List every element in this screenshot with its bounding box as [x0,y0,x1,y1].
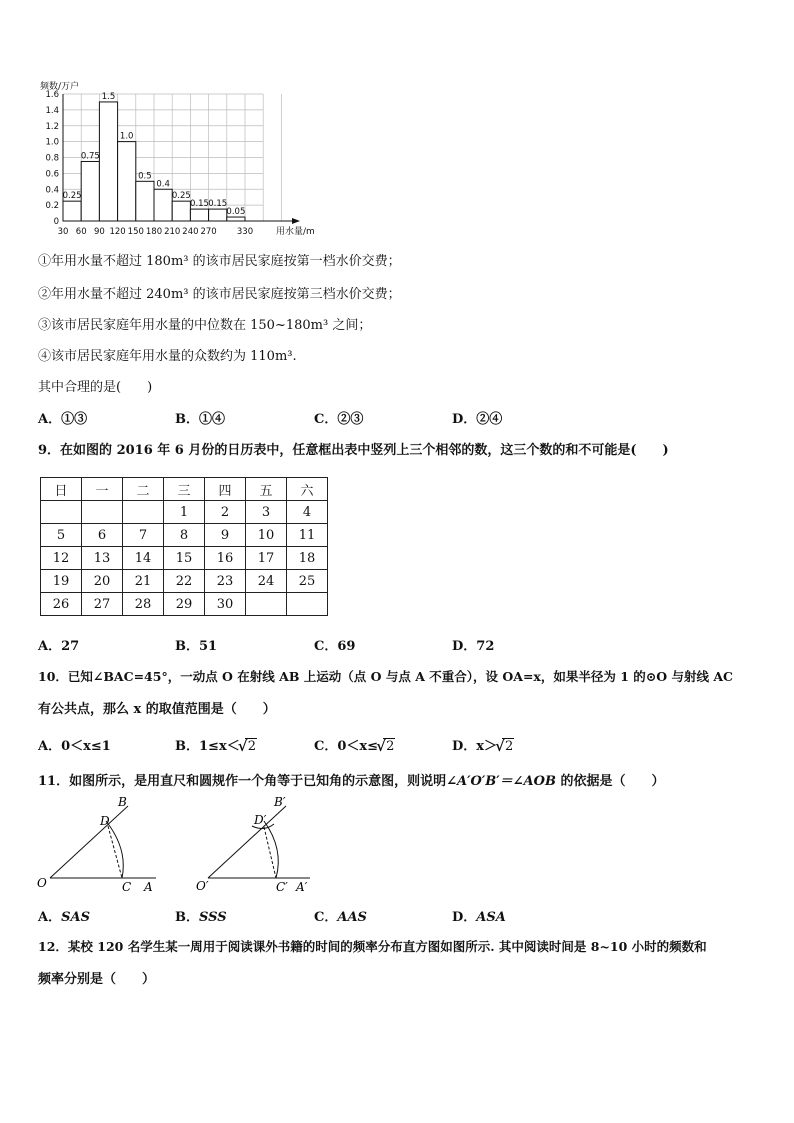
label-o: O [37,876,47,890]
calendar-row [41,501,328,524]
y-tick-label: 0.2 [45,201,59,212]
calendar-cell: 10 [246,524,287,547]
histogram-bar [190,209,208,221]
bar-value-label: 0.15 [190,199,209,210]
calendar-row [41,524,328,547]
histogram-bar [154,189,172,221]
calendar-header-cell: 二 [123,478,164,501]
x-tick-label: 210 [164,227,181,237]
y-tick-label: 1.6 [45,90,59,100]
bar-value-label: 0.4 [156,179,170,190]
label-c: C [122,880,132,894]
bar-value-label: 0.75 [80,151,100,162]
calendar-cell: 21 [123,570,164,593]
q9-option-c[interactable]: C．69 [314,639,356,654]
q8-option-d[interactable]: D．②④ [452,412,503,427]
calendar-cell: 5 [41,524,82,547]
histogram-bar [118,142,136,221]
label-o-prime: O′ [196,879,209,893]
histogram-bar [227,217,245,221]
histogram-bar [172,201,190,221]
q11-option-a[interactable]: A．SAS [38,910,90,925]
y-tick-label: 0.4 [45,185,59,196]
x-tick-label: 60 [75,227,87,237]
x-tick-label: 330 [236,227,254,237]
x-axis-label: 用水量/m [276,227,315,237]
calendar-header-cell: 四 [205,478,246,501]
ray-ob [50,806,128,878]
q9-stem: 9．在如图的 2016 年 6 月份的日历表中，任意框出表中竖列上三个相邻的数，这三个数的和不可能是( ) [38,443,669,458]
histogram-bar [81,161,99,221]
x-axis-arrow [292,218,300,224]
arc-cd [106,821,123,878]
y-tick-label: 0.6 [45,169,59,180]
ray-o2b2 [208,806,286,878]
calendar-cell: 22 [164,570,205,593]
q8-question: 其中合理的是( ) [38,380,153,395]
calendar-cell: 19 [41,570,82,593]
label-a: A [144,880,153,894]
bar-value-label: 0.05 [226,207,246,218]
q12-stem-line-1: 12．某校 120 名学生某一周用于阅读课外书籍的时间的频率分布直方图如图所示. 其中阅读时间是 8~10 小时的频数和 [38,939,707,954]
calendar-header-cell: 日 [41,478,82,501]
q8-statement-3: ③该市居民家庭年用水量的中位数在 150~180m³ 之间； [38,318,372,333]
calendar-cell: 4 [287,501,328,524]
sqrt-symbol: √ 2 [376,737,395,755]
x-tick-label: 270 [200,227,217,237]
q8-statement-4: ④该市居民家庭年用水量的众数约为 110m³. [38,349,297,364]
q10-stem-line-2: 有公共点，那么 x 的取值范围是（ ） [38,702,276,717]
calendar-cell [82,501,123,524]
q8-option-b[interactable]: B．①④ [175,412,226,427]
calendar-cell: 25 [287,570,328,593]
calendar-cell: 30 [205,593,246,616]
q10-option-c[interactable]: C．0＜x≤ √ 2 [314,737,395,755]
y-tick-label: 1.0 [45,137,59,148]
y-tick-label: 0.8 [45,153,59,164]
calendar-cell: 14 [123,547,164,570]
sqrt-symbol: √ 2 [495,737,514,755]
q11-option-d[interactable]: D．ASA [452,910,506,925]
q12-stem-line-2: 频率分别是（ ） [38,972,156,987]
x-tick-label: 120 [109,227,126,237]
label-d-prime: D′ [254,813,267,827]
calendar-cell: 28 [123,593,164,616]
segment-d2c2 [264,827,276,878]
q11-option-c[interactable]: C．AAS [314,910,367,925]
histogram-bar [99,102,117,221]
calendar-cell: 7 [123,524,164,547]
calendar-cell [287,593,328,616]
label-b-prime: B′ [274,795,286,809]
q10-option-d[interactable]: D．x＞ √ 2 [452,737,514,755]
q8-option-a[interactable]: A．①③ [38,412,88,427]
histogram-bar [63,201,81,221]
q8-statement-1: ①年用水量不超过 180m³ 的该市居民家庭按第一档水价交费； [38,254,401,269]
bar-value-label: 1.0 [119,131,134,142]
calendar-cell: 17 [246,547,287,570]
calendar-cell: 1 [164,501,205,524]
q9-option-b[interactable]: B．51 [175,639,218,654]
water-usage-histogram [30,78,320,243]
calendar-cell: 26 [41,593,82,616]
x-tick-label: 90 [93,227,105,237]
q10-option-a[interactable]: A．0＜x≤1 [38,739,111,754]
calendar-row [41,593,328,616]
angle-figure-original [34,794,164,894]
q8-statement-2: ②年用水量不超过 240m³ 的该市居民家庭按第三档水价交费； [38,287,401,302]
calendar-cell: 27 [82,593,123,616]
x-tick-label: 180 [145,227,163,237]
calendar-cell: 6 [82,524,123,547]
bar-value-label: 0.25 [62,191,82,202]
bar-value-label: 1.5 [101,91,116,102]
y-tick-label: 1.2 [45,121,59,132]
chart-y-ticks [45,90,59,227]
calendar-row [41,547,328,570]
histogram-bar [136,181,154,221]
calendar-table [40,477,328,616]
label-c-prime: C′ [276,880,288,894]
calendar-cell [123,501,164,524]
bar-value-label: 0.5 [138,171,152,182]
x-tick-label: 150 [127,227,144,237]
label-b: B [118,795,127,809]
y-axis-label: 频数/万户 [40,82,80,92]
q9-option-d[interactable]: D．72 [452,639,495,654]
calendar-cell [246,593,287,616]
calendar-header-row [41,478,328,501]
angle-figure-constructed [194,794,324,894]
calendar-cell: 18 [287,547,328,570]
calendar-cell: 12 [41,547,82,570]
calendar-cell: 24 [246,570,287,593]
bar-value-label: 0.15 [208,199,228,210]
q11-option-b[interactable]: B．SSS [175,910,227,925]
calendar-cell: 16 [205,547,246,570]
calendar-cell: 13 [82,547,123,570]
sqrt-symbol: √ 2 [237,737,256,755]
q10-option-b[interactable]: B．1≤x＜ √ 2 [175,737,256,755]
calendar-cell [41,501,82,524]
calendar-cell: 23 [205,570,246,593]
x-tick-label: 30 [57,227,69,237]
q11-stem: 11．如图所示，是用直尺和圆规作一个角等于已知角的示意图，则说明∠A′O′B′＝∠AOB 的依据是（ ） [38,774,665,789]
calendar-cell: 8 [164,524,205,547]
calendar-cell: 20 [82,570,123,593]
calendar-cell: 3 [246,501,287,524]
calendar-header-cell: 五 [246,478,287,501]
calendar-cell: 9 [205,524,246,547]
calendar-header-cell: 一 [82,478,123,501]
calendar-cell: 29 [164,593,205,616]
bar-value-label: 0.25 [171,191,191,202]
y-tick-label: 0 [53,217,59,227]
x-tick-label: 240 [182,227,199,237]
calendar-row [41,570,328,593]
calendar-cell: 15 [164,547,205,570]
arc-c2d2 [264,821,278,878]
calendar-header-cell: 六 [287,478,328,501]
label-a-prime: A′ [296,880,308,894]
chart-x-ticks [58,227,254,237]
histogram-bar [209,209,227,221]
y-tick-label: 1.4 [45,105,59,116]
calendar-cell: 11 [287,524,328,547]
q8-option-c[interactable]: C．②③ [314,412,364,427]
label-d: D [100,814,110,828]
calendar-header-cell: 三 [164,478,205,501]
calendar-cell: 2 [205,501,246,524]
q10-stem-line-1: 10．已知∠BAC=45°，一动点 O 在射线 AB 上运动（点 O 与点 A 不重合），设 OA=x，如果半径为 1 的⊙O 与射线 AC [38,669,733,684]
q9-option-a[interactable]: A．27 [38,639,80,654]
